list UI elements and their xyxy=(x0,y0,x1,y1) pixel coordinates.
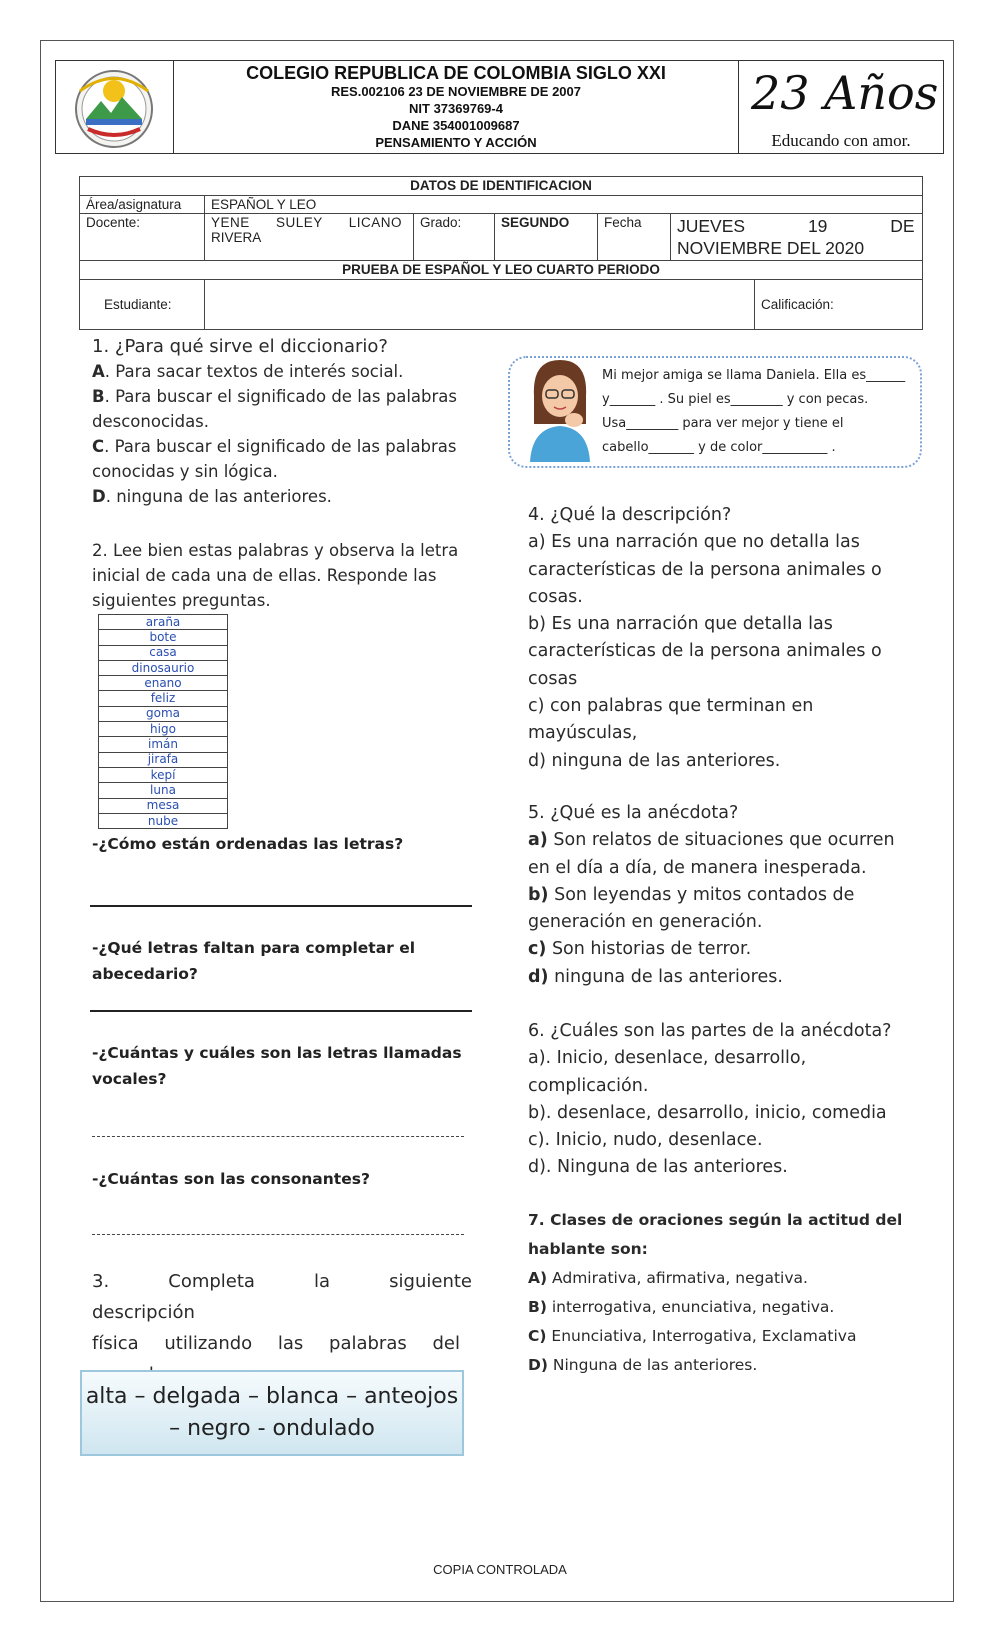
student-label: Estudiante: xyxy=(80,280,205,330)
q7-option-d[interactable] xyxy=(528,1351,928,1380)
word-list-table xyxy=(98,614,228,829)
q4-option-c-cont: mayúsculas, xyxy=(528,723,638,744)
q3-intro-1 xyxy=(92,1266,472,1328)
q3-intro-2 xyxy=(92,1328,472,1359)
q1-option-c-key: C xyxy=(92,437,105,456)
q6-option-a[interactable]: a). Inicio, desenlace, desarrollo, xyxy=(528,1048,807,1069)
school-resolution: RES.002106 23 DE NOVIEMBRE DE 2007 xyxy=(330,84,581,99)
grado-value: SEGUNDO xyxy=(495,214,598,261)
q7-option-c-text: Enunciativa, Interrogativa, Exclamativa xyxy=(546,1327,857,1345)
docente-label: Docente: xyxy=(80,214,205,261)
q7-option-a-key: A) xyxy=(528,1269,548,1287)
word-bank-line-2: – negro - ondulado xyxy=(169,1416,375,1441)
q5-option-d[interactable] xyxy=(528,964,928,991)
q5-option-b[interactable] xyxy=(528,882,928,909)
word-cell: jirafa xyxy=(99,752,228,767)
q1-option-d[interactable] xyxy=(92,484,472,509)
question-4 xyxy=(528,502,928,775)
q5-option-c-key: c) xyxy=(528,939,547,960)
exam-title: PRUEBA DE ESPAÑOL Y LEO CUARTO PERIODO xyxy=(80,261,923,280)
q2-answer-line-4[interactable] xyxy=(92,1234,464,1235)
question-7 xyxy=(528,1206,928,1380)
fecha-value xyxy=(671,214,923,261)
q5-option-b-cont: generación en generación. xyxy=(528,912,763,933)
question-5 xyxy=(528,800,928,991)
q2-ask-4: -¿Cuántas son las consonantes? xyxy=(92,1170,370,1188)
q7-option-b-text: interrogativa, enunciativa, negativa. xyxy=(546,1298,835,1316)
q7-option-c[interactable] xyxy=(528,1322,928,1351)
q4-option-a-cont-1: características de la persona animales o xyxy=(528,559,882,580)
girl-illustration-icon xyxy=(524,354,596,462)
docente-name-line xyxy=(211,215,407,230)
q4-option-a-cont-2: cosas. xyxy=(528,586,583,607)
bubble-line-3: Usa________ para ver mejor y tiene el xyxy=(602,416,844,431)
q2-ask-2-line-1: -¿Qué letras faltan para completar el xyxy=(92,939,416,957)
question-1 xyxy=(92,334,472,509)
word-cell: nube xyxy=(99,813,228,828)
word-cell: bote xyxy=(99,630,228,645)
q3-intro-1-text: 3. Completa la siguiente descripción xyxy=(92,1271,472,1323)
q2-answer-line-1[interactable] xyxy=(90,905,472,907)
docente-value xyxy=(205,214,414,261)
q1-option-b-key: B xyxy=(92,387,105,406)
q7-question-2: hablante son: xyxy=(528,1240,648,1258)
q1-option-d-text: . ninguna de las anteriores. xyxy=(105,487,332,506)
q2-ask-3-line-1: -¿Cuántas y cuáles son las letras llamadas xyxy=(92,1044,462,1062)
grado-label: Grado: xyxy=(414,214,495,261)
q1-option-c[interactable] xyxy=(92,434,472,459)
word-cell: higo xyxy=(99,722,228,737)
q2-ask-2 xyxy=(92,935,472,987)
fecha-line-1: JUEVES 19 DE xyxy=(677,216,915,236)
q4-option-a[interactable]: a) Es una narración que no detalla las xyxy=(528,532,860,553)
q4-option-d[interactable]: d) ninguna de las anteriores. xyxy=(528,750,781,771)
q1-option-c-text: . Para buscar el significado de las palabras xyxy=(104,437,457,456)
area-label: Área/asignatura xyxy=(80,196,205,214)
q1-option-a-text: . Para sacar textos de interés social. xyxy=(104,362,404,381)
school-crest xyxy=(56,61,174,153)
bubble-line-4: cabello_______ y de color__________ . xyxy=(602,440,836,455)
q2-intro-1: 2. Lee bien estas palabras y observa la letra xyxy=(92,541,459,560)
q7-option-a[interactable] xyxy=(528,1264,928,1293)
student-field[interactable] xyxy=(205,280,755,330)
q7-option-d-key: D) xyxy=(528,1356,548,1374)
q5-option-d-text: ninguna de las anteriores. xyxy=(548,966,783,987)
q2-ask-2-line-2: abecedario? xyxy=(92,965,198,983)
q5-option-a-key: a) xyxy=(528,830,548,851)
q2-ask-1: -¿Cómo están ordenadas las letras? xyxy=(92,835,404,853)
school-header xyxy=(55,60,944,154)
question-2-intro xyxy=(92,538,472,613)
q1-option-a-key: A xyxy=(92,362,105,381)
q2-answer-line-3[interactable] xyxy=(92,1136,464,1137)
q4-option-b-cont-2: cosas xyxy=(528,668,578,689)
word-bank-box xyxy=(80,1370,464,1456)
word-cell: dinosaurio xyxy=(99,660,228,675)
school-crest-icon xyxy=(56,61,173,153)
anniversary-years: 23 Años xyxy=(751,66,939,120)
q6-option-b[interactable]: b). desenlace, desarrollo, inicio, comedia xyxy=(528,1102,887,1123)
word-cell: mesa xyxy=(99,798,228,813)
q5-option-a[interactable] xyxy=(528,827,928,854)
area-value: ESPAÑOL Y LEO xyxy=(205,196,923,214)
identification-table xyxy=(79,176,923,330)
q1-option-d-key: D xyxy=(92,487,106,506)
fecha-label: Fecha xyxy=(598,214,671,261)
q5-question: 5. ¿Qué es la anécdota? xyxy=(528,803,739,823)
q7-question-1: 7. Clases de oraciones según la actitud del xyxy=(528,1211,903,1229)
q2-answer-line-2[interactable] xyxy=(90,1010,472,1012)
word-cell: araña xyxy=(99,615,228,630)
q5-option-b-key: b) xyxy=(528,884,549,905)
q5-option-a-text: Son relatos de situaciones que ocurren xyxy=(547,830,895,851)
q4-option-c[interactable]: c) con palabras que terminan en xyxy=(528,696,814,717)
q6-question: 6. ¿Cuáles son las partes de la anécdota? xyxy=(528,1021,892,1041)
word-cell: enano xyxy=(99,676,228,691)
docente-surname: RIVERA xyxy=(211,230,262,245)
q7-option-b[interactable] xyxy=(528,1293,928,1322)
q7-option-a-text: Admirativa, afirmativa, negativa. xyxy=(547,1269,808,1287)
school-nit: NIT 37369769-4 xyxy=(409,101,503,116)
docente-name: YENE SULEY LICANO xyxy=(211,215,403,230)
school-name: COLEGIO REPUBLICA DE COLOMBIA SIGLO XXI xyxy=(246,63,666,83)
school-motto: PENSAMIENTO Y ACCIÓN xyxy=(375,135,537,150)
q4-option-b-cont-1: características de la persona animales o xyxy=(528,641,882,662)
q7-option-c-key: C) xyxy=(528,1327,547,1345)
footer-note: COPIA CONTROLADA xyxy=(433,1562,567,1577)
q5-option-d-key: d) xyxy=(528,966,549,987)
q3-intro-2-text: física utilizando las palabras del xyxy=(92,1333,460,1354)
description-bubble xyxy=(508,356,922,468)
fecha-line-2: NOVIEMBRE DEL 2020 xyxy=(677,238,865,258)
q7-option-b-key: B) xyxy=(528,1298,547,1316)
q1-option-b-text: . Para buscar el significado de las palabras xyxy=(104,387,457,406)
grade-label: Calificación: xyxy=(755,280,923,330)
word-cell: goma xyxy=(99,706,228,721)
school-dane: DANE 354001009687 xyxy=(392,118,520,133)
q7-option-d-text: Ninguna de las anteriores. xyxy=(547,1356,758,1374)
question-6 xyxy=(528,1018,928,1182)
q6-option-c[interactable]: c). Inicio, nudo, desenlace. xyxy=(528,1130,763,1151)
anniversary-tagline: Educando con amor. xyxy=(771,131,911,150)
q4-option-b[interactable]: b) Es una narración que detalla las xyxy=(528,614,833,635)
q1-question: 1. ¿Para qué sirve el diccionario? xyxy=(92,336,388,357)
word-cell: casa xyxy=(99,645,228,660)
word-cell: imán xyxy=(99,737,228,752)
school-info xyxy=(174,63,738,151)
bubble-text xyxy=(602,364,912,460)
q2-ask-3-line-2: vocales? xyxy=(92,1070,167,1088)
q2-intro-3: siguientes preguntas. xyxy=(92,591,271,610)
word-cell: kepí xyxy=(99,767,228,782)
q1-option-b-cont: desconocidas. xyxy=(92,412,210,431)
ident-title: DATOS DE IDENTIFICACION xyxy=(80,177,923,196)
q2-intro-2: inicial de cada una de ellas. Responde las xyxy=(92,566,437,585)
anniversary-logo xyxy=(738,61,943,153)
q1-option-a[interactable] xyxy=(92,359,472,384)
q5-option-b-text: Son leyendas y mitos contados de xyxy=(548,884,855,905)
word-cell: luna xyxy=(99,783,228,798)
q1-option-b[interactable] xyxy=(92,384,472,409)
q5-option-c[interactable] xyxy=(528,936,928,963)
q2-ask-3 xyxy=(92,1040,472,1092)
q5-option-a-cont: en el día a día, de manera inesperada. xyxy=(528,857,867,878)
q6-option-d[interactable]: d). Ninguna de las anteriores. xyxy=(528,1157,788,1178)
word-cell: feliz xyxy=(99,691,228,706)
bubble-line-2: y_______ . Su piel es________ y con pecas. xyxy=(602,392,869,407)
q6-option-a-cont: complicación. xyxy=(528,1075,649,1096)
word-bank-line-1: alta – delgada – blanca – anteojos xyxy=(85,1384,459,1409)
q4-question: 4. ¿Qué la descripción? xyxy=(528,505,732,525)
q5-option-c-text: Son historias de terror. xyxy=(546,939,752,960)
bubble-line-1: Mi mejor amiga se llama Daniela. Ella es______ xyxy=(602,368,906,383)
q1-option-c-cont: conocidas y sin lógica. xyxy=(92,462,278,481)
